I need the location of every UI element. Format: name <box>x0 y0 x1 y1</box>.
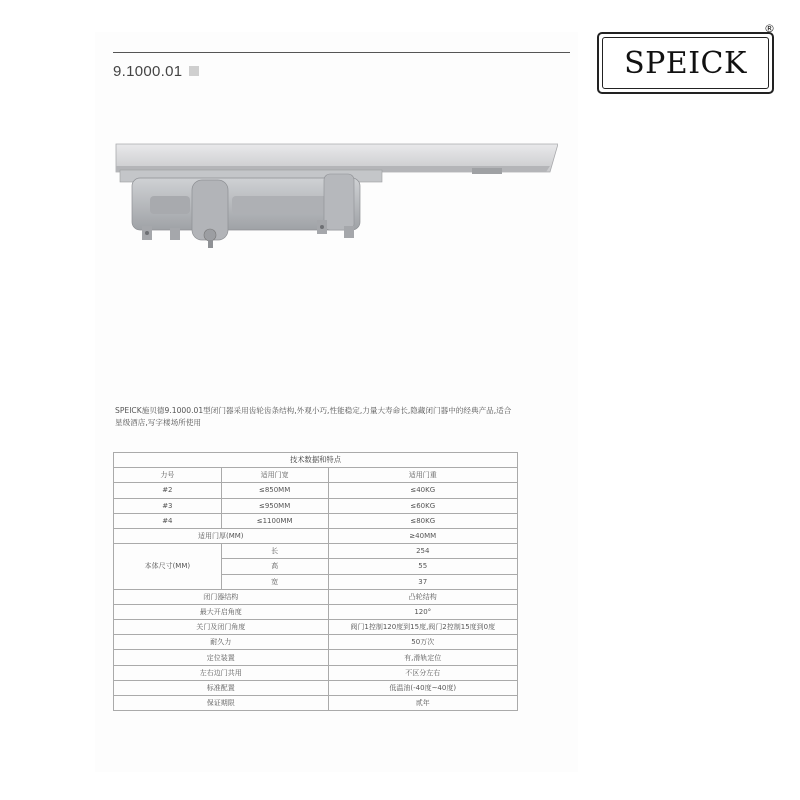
cell-force: #3 <box>114 498 222 513</box>
cell-label: 本体尺寸(MM) <box>114 544 222 590</box>
door-closer-image <box>112 140 558 255</box>
model-number: 9.1000.01 <box>113 63 183 80</box>
cell-dim: 长 <box>221 544 328 559</box>
cell-label: 标准配置 <box>114 680 329 695</box>
cell-label: 适用门厚(MM) <box>114 528 329 543</box>
cell-label: 最大开启角度 <box>114 604 329 619</box>
model-marker <box>189 66 199 76</box>
cell-label: 定位装置 <box>114 650 329 665</box>
registered-mark: ® <box>764 22 775 35</box>
cell-weight: ≤60KG <box>328 498 518 513</box>
cell-value: 有,滑轨定位 <box>328 650 518 665</box>
table-row <box>114 544 518 559</box>
header-rule <box>113 52 570 53</box>
table-row <box>114 650 518 665</box>
table-row <box>114 635 518 650</box>
cell-value: 37 <box>328 574 518 589</box>
cell-dim: 高 <box>221 559 328 574</box>
cell-value: 55 <box>328 559 518 574</box>
table-row <box>114 665 518 680</box>
table-row <box>114 513 518 528</box>
cell-value: 低温油(-40度~40度) <box>328 680 518 695</box>
brand-name: SPEICK <box>624 45 747 81</box>
cell-label: 左右边门共用 <box>114 665 329 680</box>
table-row <box>114 483 518 498</box>
table-row <box>114 604 518 619</box>
table-title: 技术数据和特点 <box>114 453 518 468</box>
cell-weight: ≤80KG <box>328 513 518 528</box>
cell-label: 闭门器结构 <box>114 589 329 604</box>
table-row <box>114 680 518 695</box>
table-row <box>114 528 518 543</box>
table-row <box>114 589 518 604</box>
cell-label: 保证期限 <box>114 696 329 711</box>
cell-value: 凸轮结构 <box>328 589 518 604</box>
cell-value: 254 <box>328 544 518 559</box>
cell-value: 50万次 <box>328 635 518 650</box>
cell-value: 120° <box>328 604 518 619</box>
cell-value: ≥40MM <box>328 528 518 543</box>
cell-force: #4 <box>114 513 222 528</box>
cell-weight: ≤40KG <box>328 483 518 498</box>
cell-label: 关门及闭门角度 <box>114 620 329 635</box>
header-door-width: 适用门宽 <box>221 468 328 483</box>
spec-table <box>113 452 518 711</box>
cell-force: #2 <box>114 483 222 498</box>
header-force: 力号 <box>114 468 222 483</box>
header-door-weight: 适用门重 <box>328 468 518 483</box>
table-row <box>114 620 518 635</box>
brand-logo <box>597 32 774 94</box>
cell-width: ≤1100MM <box>221 513 328 528</box>
cell-dim: 宽 <box>221 574 328 589</box>
cell-value: 贰年 <box>328 696 518 711</box>
table-row <box>114 453 518 468</box>
table-header-row <box>114 468 518 483</box>
cell-value: 阀门1控制120度到15度,阀门2控制15度到0度 <box>328 620 518 635</box>
cell-width: ≤850MM <box>221 483 328 498</box>
product-description: SPEICK施贝德9.1000.01型闭门器采用齿轮齿条结构,外观小巧,性能稳定,力量大寿命长,隐藏闭门器中的经典产品,适合星级酒店,写字楼场所使用 <box>115 406 512 427</box>
table-row <box>114 696 518 711</box>
cell-width: ≤950MM <box>221 498 328 513</box>
table-row <box>114 498 518 513</box>
cell-label: 耐久力 <box>114 635 329 650</box>
cell-value: 不区分左右 <box>328 665 518 680</box>
